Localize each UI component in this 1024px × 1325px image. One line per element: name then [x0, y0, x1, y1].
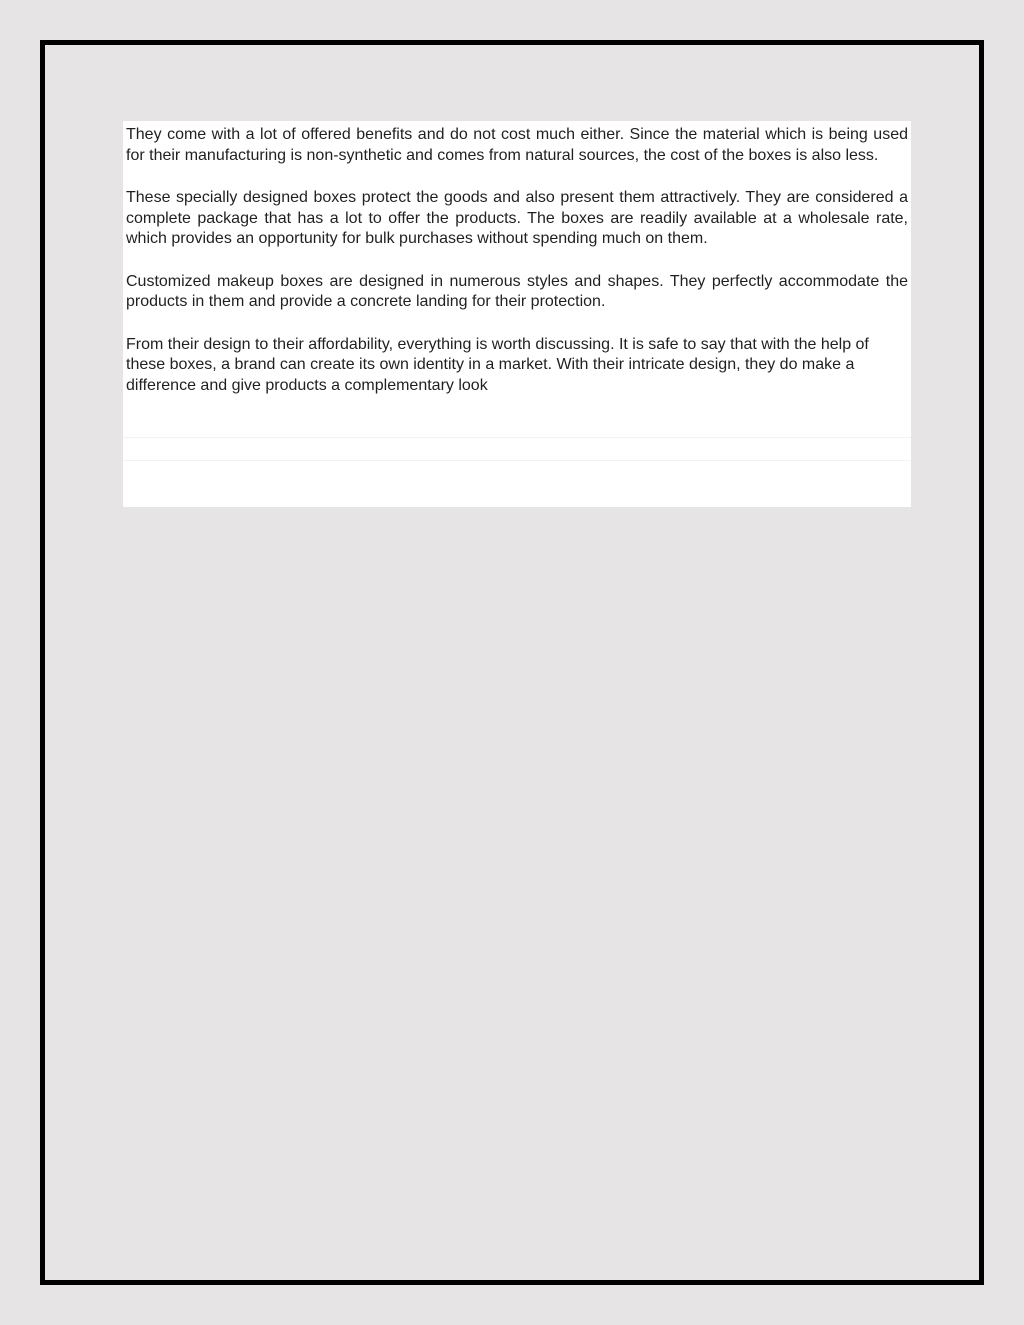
divider-line: [123, 437, 911, 438]
page-frame: [40, 40, 984, 1285]
paragraph-protection: These specially designed boxes protect the goods and also present them attractively. They are considered a complete package that has a lot to offer the products. The boxes are readily available at a wholesale rate, which provides an opportunity for bulk purchases without spending much on them.: [126, 189, 908, 247]
text-block: [123, 121, 911, 507]
divider-line: [123, 460, 911, 461]
paragraph-benefits: They come with a lot of offered benefits and do not cost much either. Since the material which is being used for their manufacturing is non-synthetic and comes from natural sources, the cost of the boxes is also less.: [126, 126, 908, 164]
paragraph-identity: From their design to their affordability, everything is worth discussing. It is safe to say that with the help of these boxes, a brand can create its own identity in a market. With their intricate design, they do make a difference and give products a complementary look: [126, 335, 869, 394]
paragraph-styles: Customized makeup boxes are designed in numerous styles and shapes. They perfectly accommodate the products in them and provide a concrete landing for their protection.: [126, 272, 908, 310]
